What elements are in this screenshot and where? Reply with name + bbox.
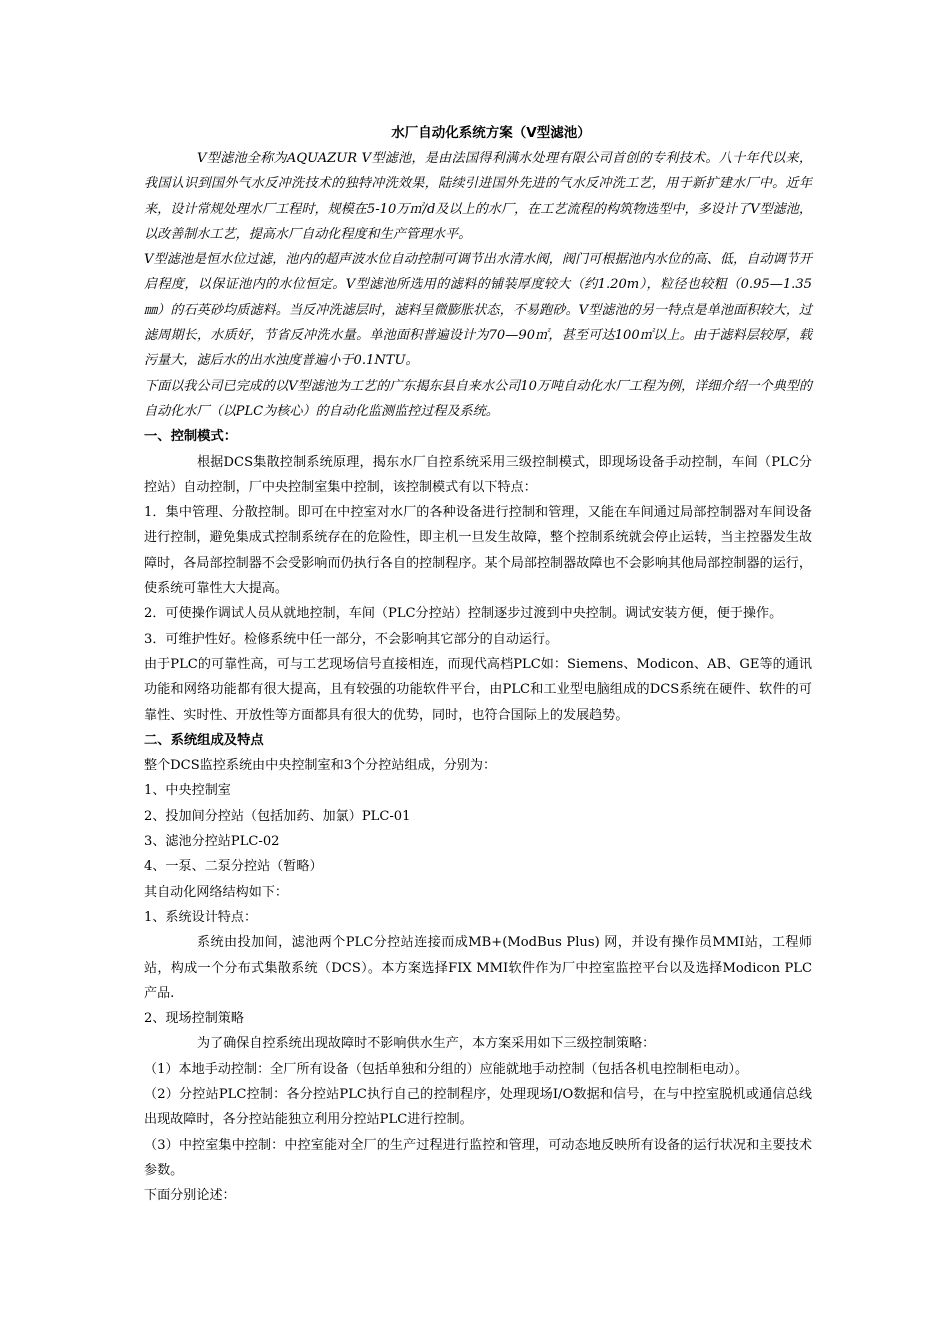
list-item: 4、一泵、二泵分控站（暂略）	[144, 859, 323, 875]
example-paragraph: 下面以我公司已完成的以V型滤池为工艺的广东揭东县自来水公司10万吨自动化水厂工程为例，详细介绍一个典型的自动化水厂（以PLC为核心）的自动化监测监控过程及系统。	[144, 378, 812, 419]
list-item: 3、滤池分控站PLC-02	[144, 834, 280, 850]
section-heading-system: 二、系统组成及特点	[144, 732, 264, 748]
list-item: 2、投加间分控站（包括加药、加氯）PLC-01	[144, 808, 411, 824]
intro-paragraph: V型滤池全称为AQUAZUR V型滤池，是由法国得利满水处理有限公司首创的专利技术。八十年代以来，我国认识到国外气水反冲洗技术的独特冲洗效果，陆续引进国外先进的气水反冲洗工艺，用于新扩建水厂中。近年来，设计常规处理水厂工程时，规模在5-10万㎡/d及以上的水厂，在工艺流程的构筑物选型中，多设计了V型滤池，以改善制水工艺，提高水厂自动化程度和生产管理水平。	[144, 151, 812, 242]
document-page	[144, 120, 812, 1208]
v-filter-paragraph: V型滤池是恒水位过滤，池内的超声波水位自动控制可调节出水清水阀，阀门可根据池内水位的高、低，自动调节开启程度，以保证池内的水位恒定。V型滤池所选用的滤料的铺装厚度较大（约1.20m），粒径也较粗（0.95—1.35㎜）的石英砂均质滤料。当反冲洗滤层时，滤料呈微膨胀状态，不易跑砂。V型滤池的另一特点是单池面积较大，过滤周期长，水质好，节省反冲洗水量。单池面积普遍设计为70—90㎡，甚至可达100㎡以上。由于滤料层较厚，载污量大，滤后水的出水浊度普遍小于0.1NTU。	[144, 252, 812, 369]
list-item: 1、中央控制室	[144, 783, 231, 799]
control-mode-paragraph: 根据DCS集散控制系统原理，揭东水厂自控系统采用三级控制模式，即现场设备手动控制，车间（PLC分控站）自动控制，厂中央控制室集中控制，该控制模式有以下特点：	[144, 454, 812, 495]
strategy-item-3: （3）中控室集中控制：中控室能对全厂的生产过程进行监控和管理，可动态地反映所有设备的运行状况和主要技术参数。	[144, 1137, 812, 1178]
control-strategy-intro: 为了确保自控系统出现故障时不影响供水生产，本方案采用如下三级控制策略：	[197, 1036, 656, 1052]
design-features-paragraph: 系统由投加间，滤池两个PLC分控站连接而成MB+(ModBus Plus) 网，并设有操作员MMI站，工程师站，构成一个分布式集散系统（DCS）。本方案选择FIX MMI软件作为厂中控室监控平台以及选择Modicon PLC产品.	[144, 935, 812, 1001]
strategy-item-2: （2）分控站PLC控制：各分控站PLC执行自己的控制程序，处理现场I/O数据和信号，在与中控室脱机或通信总线出现故障时，各分控站能独立利用分控站PLC进行控制。	[144, 1086, 812, 1128]
plc-paragraph: 由于PLC的可靠性高，可与工艺现场信号直接相连，而现代高档PLC如：Siemens、Modicon、AB、GE等的通讯功能和网络功能都有很大提高，且有较强的功能软件平台，由PLC和工业型电脑组成的DCS系统在硬件、软件的可靠性、实时性、开放性等方面都具有很大的优势，同时，也符合国际上的发展趋势。	[144, 656, 812, 723]
subheading-design-features: 1、系统设计特点：	[144, 909, 258, 925]
feature-item-3: 3．可维护性好。检修系统中任一部分，不会影响其它部分的自动运行。	[144, 631, 559, 647]
subheading-control-strategy: 2、现场控制策略	[144, 1011, 244, 1027]
closing-line: 下面分别论述：	[144, 1188, 236, 1204]
document-title: 水厂自动化系统方案（V型滤池）	[391, 125, 591, 141]
strategy-item-1: （1）本地手动控制：全厂所有设备（包括单独和分组的）应能就地手动控制（包括各机电控制柜电动）。	[144, 1061, 749, 1077]
section-heading-control-mode: 一、控制模式：	[144, 429, 238, 445]
network-structure-line: 其自动化网络结构如下：	[144, 884, 289, 900]
feature-item-2: 2．可使操作调试人员从就地控制，车间（PLC分控站）控制逐步过渡到中央控制。调试安装方便，便于操作。	[144, 606, 783, 622]
feature-item-1: 1．集中管理、分散控制。即可在中控室对水厂的各种设备进行控制和管理，又能在车间通过局部控制器对车间设备进行控制，避免集成式控制系统存在的危险性，即主机一旦发生故障，整个控制系统就会停止运转，当主控器发生故障时，各局部控制器不会受影响而仍执行各自的控制程序。某个局部控制器故障也不会影响其他局部控制器的运行，使系统可靠性大大提高。	[144, 505, 812, 597]
system-intro: 整个DCS监控系统由中央控制室和3个分控站组成，分别为：	[144, 758, 497, 774]
